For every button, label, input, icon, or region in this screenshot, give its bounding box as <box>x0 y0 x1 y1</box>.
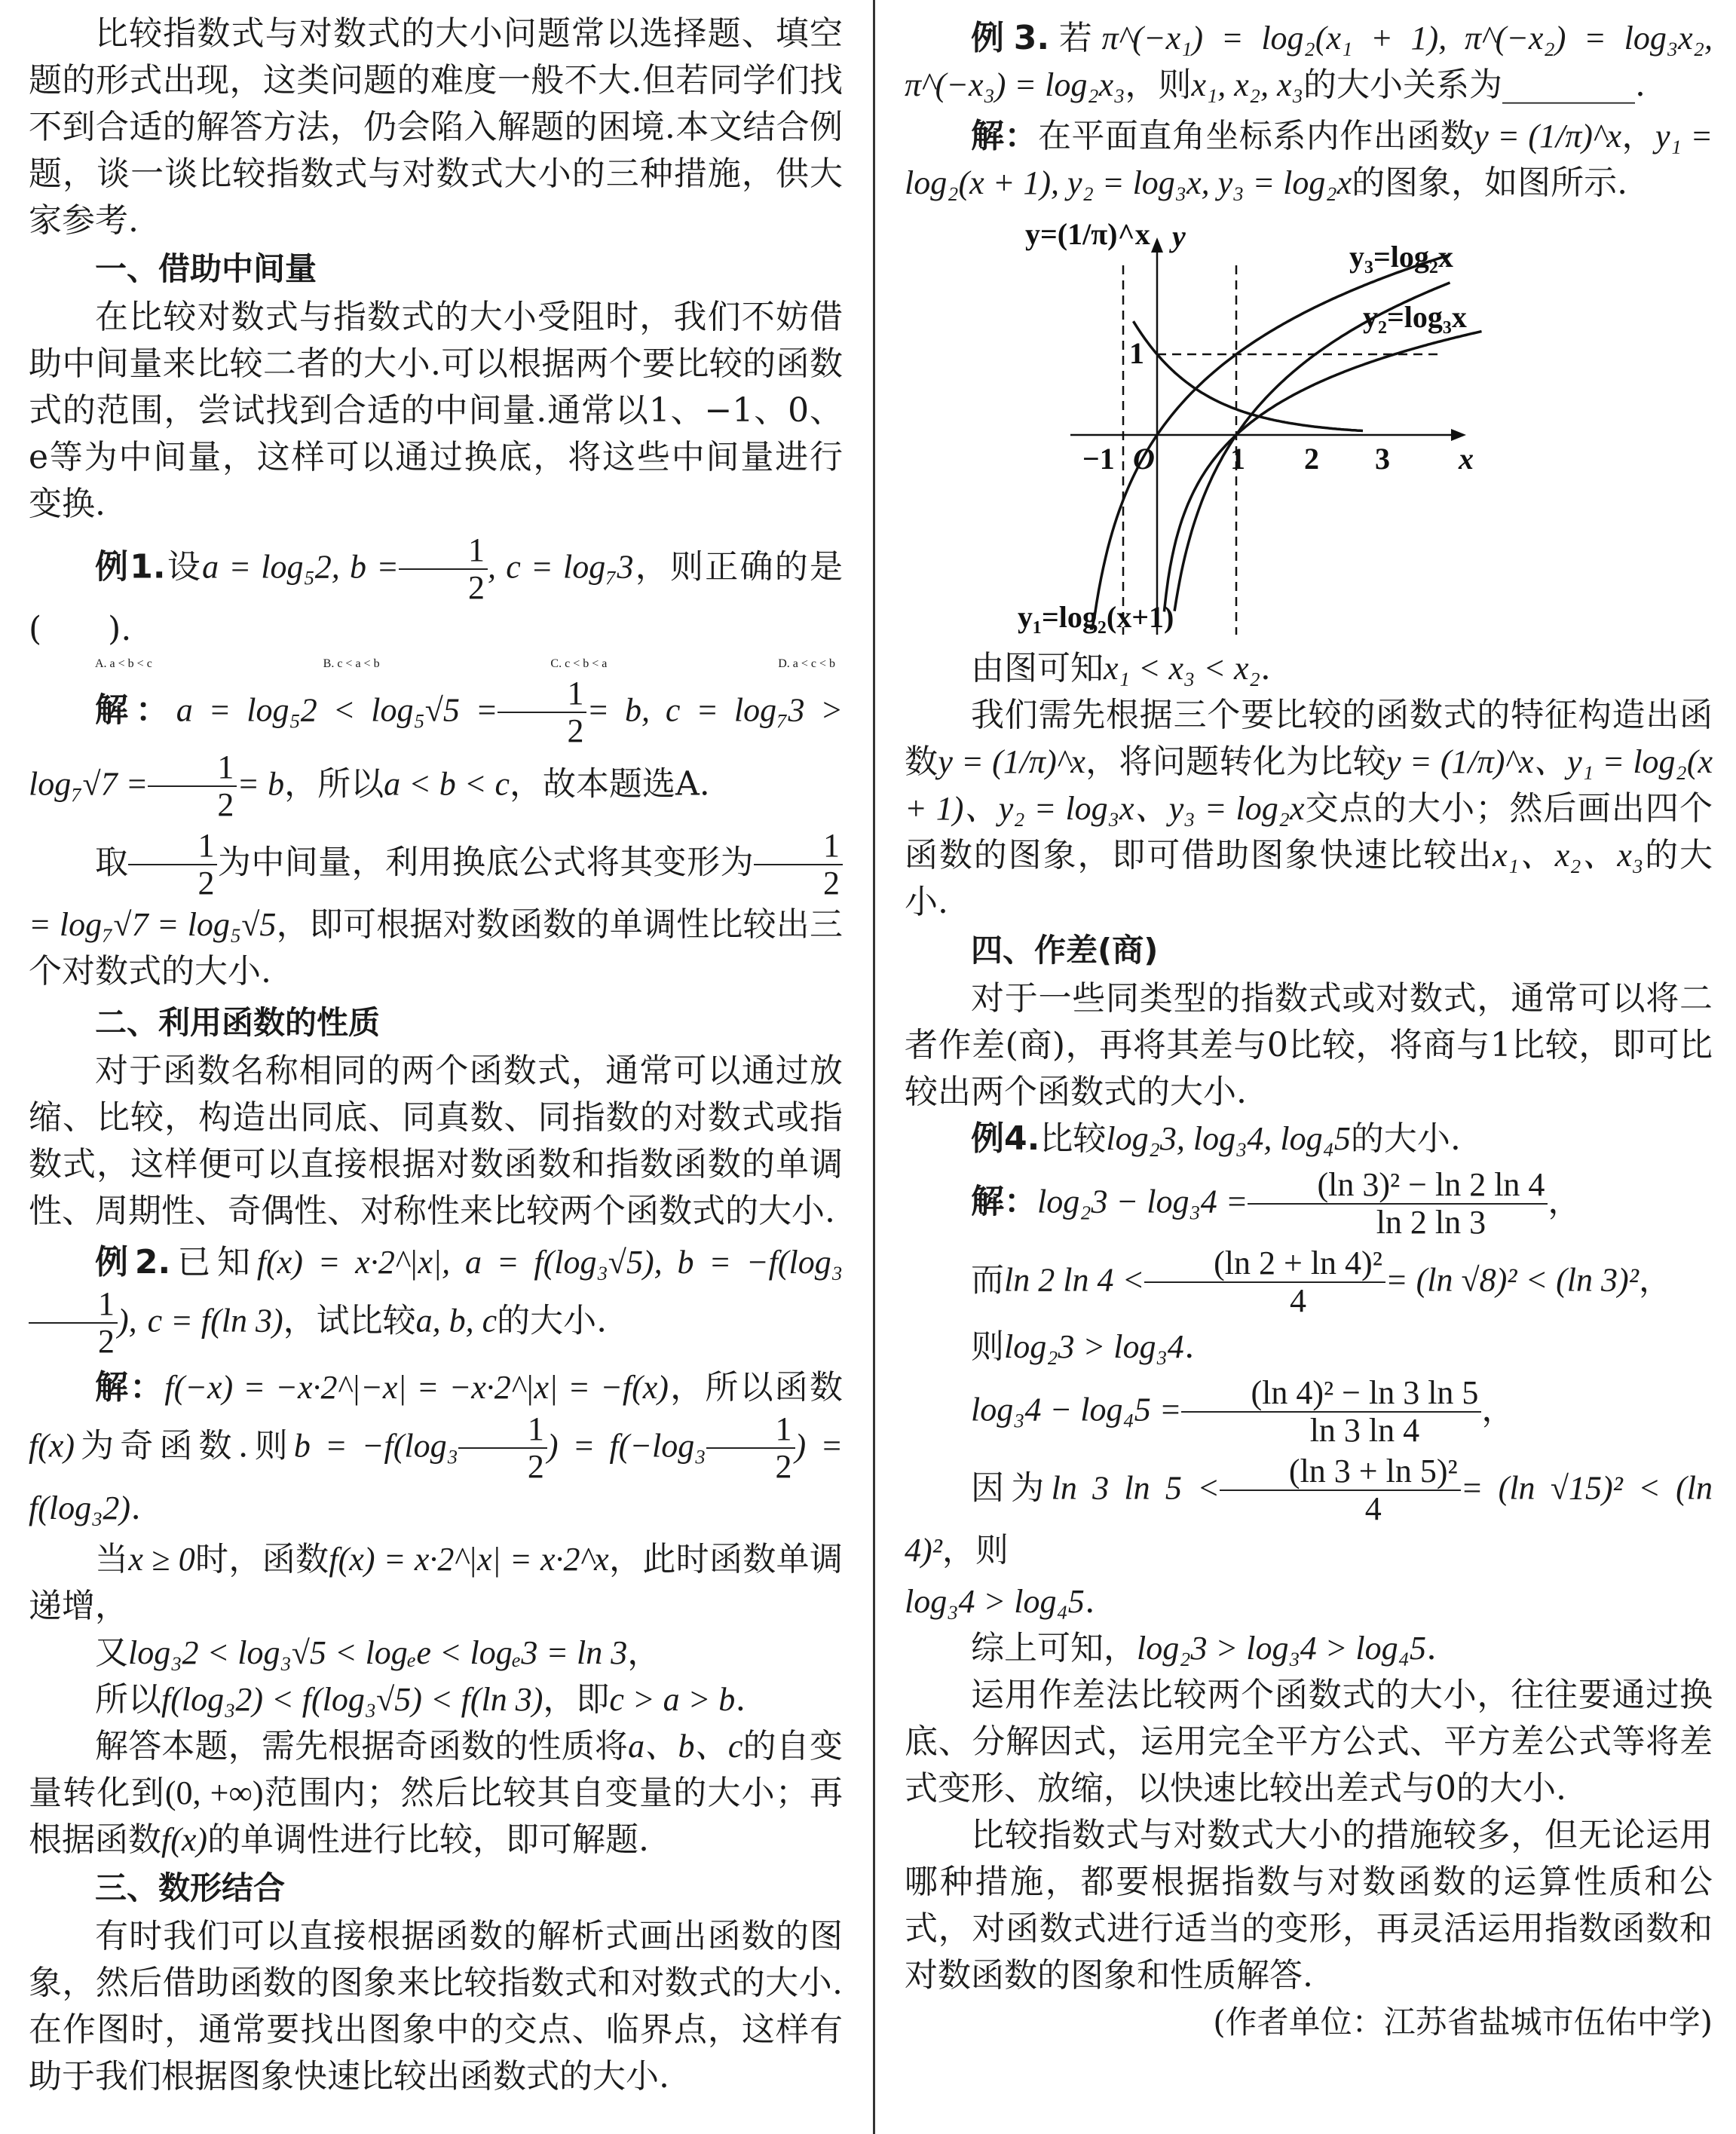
fraction-numerator: (ln 3 + ln 5)² <box>1220 1453 1461 1491</box>
ex3-sum-math: y = (1/π)^x <box>938 743 1085 780</box>
label-y2-curve: y₂=log₃x <box>1363 300 1467 334</box>
right-column <box>905 11 1713 2046</box>
fraction-half: $\frac{1}{2}$ <box>498 675 586 749</box>
ex2-step-text: ，即 <box>543 1680 610 1719</box>
ex1-sol-text: ，所以 <box>284 764 384 804</box>
ex2-step-math: x ≥ 0 <box>128 1541 195 1578</box>
fraction-denominator: ln 2 ln 3 <box>1376 1204 1486 1241</box>
ex3-sum-math: x₁、x₂、x₃ <box>1493 837 1644 874</box>
fraction-numerator: (ln 2 + ln 4)² <box>1144 1245 1385 1283</box>
option-c: C. c < b < a <box>550 657 608 670</box>
ex2-step-text: 当 <box>95 1540 129 1578</box>
example-4-label: 例4. <box>971 1119 1040 1158</box>
ex2-math: f(x) = x·2^|x|, a = f(log₃√5), b = −f(log₃ <box>256 1244 843 1281</box>
ex2-step-text: ，此时函数单调递增， <box>29 1540 844 1625</box>
column-divider <box>873 0 875 2134</box>
ex3-sum-text: 的大小. <box>905 836 1713 921</box>
example-4-step-1 <box>905 1167 1713 1241</box>
ex2-sol-math: f(−x) = −x·2^|−x| = −x·2^|x| = −f(x) <box>164 1369 669 1406</box>
ex1-note-text: ，即可根据对数函数的单调性比较出三个对数式的大小. <box>29 905 843 990</box>
section-2-paragraph: 对于函数名称相同的两个函数式，通常可以通过放缩、比较，构造出同底、同真数、同指数的对数式或指数式，这样便可以直接根据对数函数和指数函数的单调性、周期性、奇偶性、对称性来比较两个函数式的大小. <box>29 1052 843 1230</box>
ex2-sum-text: 的自变量转化到 <box>29 1727 844 1812</box>
option-a: A. a < b < c <box>95 657 152 670</box>
y-axis-label: y <box>1172 219 1186 253</box>
author-affiliation: (作者单位：江苏省盐城市伍佑中学) <box>1213 2004 1713 2041</box>
fraction-half: $\frac{1}{2}$ <box>128 828 217 902</box>
ex1-text: 设 <box>165 547 203 586</box>
ex1-text: ，则正确的是( ). <box>29 547 843 648</box>
ex3-sol-math: y = (1/π)^x <box>1474 118 1622 155</box>
ex2-sum-math: (0, +∞) <box>164 1774 264 1811</box>
ex2-step-math: c > a > b <box>609 1681 736 1718</box>
example-3-solution <box>905 113 1713 207</box>
ex4-math: log₃4 − log₄5 = <box>971 1391 1182 1428</box>
x-axis-label: x <box>1459 442 1474 476</box>
ex2-step-math: f(x) = x·2^|x| = x·2^x <box>329 1541 609 1578</box>
example-4-problem <box>905 1116 1713 1162</box>
ex4-text: 的大小. <box>1350 1119 1461 1158</box>
ex2-text: 已知 <box>170 1243 257 1281</box>
example-1-solution <box>29 675 843 823</box>
x-axis-arrow-icon <box>1451 429 1466 441</box>
ex2-sol-math: ) = f(log₃2) <box>29 1427 844 1526</box>
ex2-step-text: 时，函数 <box>194 1540 329 1578</box>
section-3-heading: 三、数形结合 <box>95 1869 286 1906</box>
ex3-text: 的大小关系为________. <box>1303 66 1646 104</box>
solution-label: 解： <box>95 1368 165 1407</box>
ex4-math: log₂3, log₃4, log₄5 <box>1106 1120 1351 1157</box>
example-3-conclusion <box>905 645 1713 692</box>
fraction-denominator: 4 <box>1364 1490 1382 1527</box>
ex2-sol-text: 为奇函数.则 <box>75 1426 294 1465</box>
example-1-options <box>29 657 843 671</box>
ex3-sol-text: 的图象，如图所示. <box>1352 164 1628 202</box>
fraction-half: $\frac{1}{2}$ <box>754 828 843 902</box>
ex4-math: log₂3 − log₃4 = <box>1037 1183 1248 1220</box>
fraction-numerator: (ln 4)² − ln 3 ln 5 <box>1181 1375 1481 1413</box>
ex2-text: ，试比较 <box>283 1301 416 1340</box>
solution-label: 解： <box>95 690 176 730</box>
label-exp-curve: y=(1/π)^x <box>1025 217 1150 251</box>
option-b: B. c < a < b <box>323 657 380 670</box>
ex4-text: 比较 <box>1039 1119 1107 1158</box>
ex2-sol-math: ) = f(−log₃ <box>547 1427 706 1465</box>
origin-label: O <box>1133 442 1155 476</box>
ex4-math: ln 3 ln 5 < <box>1051 1469 1220 1507</box>
function-graph <box>1018 213 1545 642</box>
example-2-label: 例2. <box>95 1243 171 1281</box>
ex4-fraction <box>1220 1453 1461 1527</box>
ex2-sol-text: . <box>130 1489 142 1527</box>
ex4-text: 因为 <box>971 1468 1052 1508</box>
section-2-heading: 二、利用函数的性质 <box>95 1004 381 1041</box>
x-tick-2: 2 <box>1304 442 1319 476</box>
y-tick-1: 1 <box>1129 336 1144 370</box>
section-4-paragraph: 对于一些同类型的指数式或对数式，通常可以将二者作差(商)，再将其差与0比较，将商与1比较，即可比较出两个函数式的大小. <box>905 979 1713 1111</box>
ex4-text: 而 <box>971 1260 1004 1300</box>
solution-label: 解： <box>971 1182 1037 1221</box>
ex3-conc-text: 由图可知 <box>971 649 1104 687</box>
ex1-note-text: 取 <box>95 843 129 882</box>
ex4-text: . <box>1183 1327 1195 1366</box>
example-1-note <box>29 828 843 995</box>
label-y1-curve: y₁=log₂(x+1) <box>1018 600 1174 634</box>
solution-label: 解： <box>971 117 1038 155</box>
ex3-sum-text: 交点的大小；然后画出四个函数的图象，即可借助图象快速比较出 <box>905 789 1713 874</box>
ex2-step-text: 又 <box>95 1633 128 1672</box>
ex3-text: ，则 <box>1125 66 1192 104</box>
closing-paragraph: 比较指数式与对数式大小的措施较多，但无论运用哪种措施，都要根据指数与对数函数的运算性质和公式，对函数式进行适当的变形，再灵活运用指数函数和对数函数的图象和性质解答. <box>905 1816 1713 1995</box>
example-4-step-2 <box>905 1245 1713 1319</box>
ex4-text: ， <box>1548 1182 1581 1221</box>
ex2-math: ), <box>118 1302 137 1339</box>
y-axis-arrow-icon <box>1151 237 1163 253</box>
ex4-fraction <box>1181 1375 1481 1449</box>
ex1-math: , c = log₇3 <box>488 548 634 586</box>
example-4-step-5 <box>905 1453 1713 1574</box>
example-1-problem <box>29 532 843 653</box>
ex3-text: 若 <box>1049 19 1102 57</box>
ex3-sol-text: 在平面直角坐标系内作出函数 <box>1037 117 1474 155</box>
ex1-sol-math: a = log₅2 < log₅√5 = <box>176 691 498 729</box>
ex2-step-math: f(log₃2) < f(log₃√5) < f(ln 3) <box>161 1681 543 1718</box>
ex1-note-math: = log₇√7 = log₅√5 <box>29 906 277 943</box>
example-4-step-3 <box>905 1324 1713 1370</box>
fraction-denominator: ln 3 ln 4 <box>1309 1412 1420 1449</box>
ex4-fraction <box>1144 1245 1385 1319</box>
example-3-label: 例3. <box>971 19 1050 57</box>
ex3-sum-text: ，将问题转化为比较 <box>1085 742 1387 781</box>
ex2-step-math: log₃2 < log₃√5 < logₑe < logₑ3 = ln 3 <box>128 1634 628 1671</box>
example-2-step <box>29 1676 843 1723</box>
ex1-sol-math: a < b < c <box>384 765 510 803</box>
ex4-text: ， <box>1481 1390 1515 1429</box>
ex4-fraction <box>1248 1167 1548 1241</box>
example-4-conclusion <box>905 1625 1713 1672</box>
ex3-conc-text: . <box>1260 649 1271 687</box>
ex4-math: ln 2 ln 4 < <box>1004 1261 1145 1299</box>
ex2-step-text: ， <box>627 1633 661 1672</box>
ex3-sum-text: 我们需先根据三个要比较的函数式的特征构造出函数 <box>905 696 1713 781</box>
fraction-half: $\frac{1}{2}$ <box>29 1286 118 1360</box>
section-3-paragraph: 有时我们可以直接根据函数的解析式画出函数的图象，然后借助函数的图象来比较指数式和对数式的大小.在作图时，通常要找出图象中的交点、临界点，这样有助于我们根据图象快速比较出函数式的大小. <box>29 1917 843 2096</box>
ex2-text: 的大小. <box>497 1301 608 1340</box>
ex1-math: a = log₅2, b = <box>202 548 399 586</box>
fraction-half: $\frac{1}{2}$ <box>458 1411 547 1485</box>
fraction-numerator: (ln 3)² − ln 2 ln 4 <box>1248 1167 1548 1205</box>
ex2-sum-text: 解答本题，需先根据奇函数的性质将 <box>95 1727 629 1765</box>
option-d: D. a < c < b <box>778 657 835 670</box>
example-3-problem <box>905 15 1713 109</box>
section-4-heading: 四、作差(商) <box>971 932 1159 969</box>
label-y3-curve: y₃=log₂x <box>1349 240 1453 274</box>
example-3-summary <box>905 692 1713 926</box>
ex2-step-text: . <box>735 1680 746 1719</box>
ex4-math: = (ln √15)² < (ln 4)² <box>905 1469 1713 1569</box>
difference-method-paragraph: 运用作差法比较两个函数式的大小，往往要通过换底、分解因式，运用完全平方公式、平方差公式等将差式变形、放缩，以快速比较出差式与0的大小. <box>905 1676 1713 1808</box>
ex3-sol-math: y₁ = log₂(x + 1), y₂ = log₃x, y₃ = log₂x <box>905 118 1713 201</box>
ex3-sum-math: y = (1/π)^x、y₁ = log₂(x + 1)、y₂ = log₃x、y₃ = log₂x <box>905 743 1713 827</box>
ex4-text: ，则 <box>941 1531 1009 1569</box>
ex3-conc-math: x₁ < x₃ < x₂ <box>1104 650 1260 687</box>
example-2-step <box>29 1630 843 1676</box>
ex2-sum-text: 范围内；然后比较其自变量的大小；再根据函数 <box>29 1774 844 1859</box>
ex2-sum-math: f(x) <box>161 1821 208 1858</box>
ex1-sol-text: ，故本题选A. <box>510 764 710 804</box>
fraction-denominator: 4 <box>1290 1282 1307 1319</box>
example-4-step-4 <box>905 1375 1713 1449</box>
ex4-text: 综上可知， <box>971 1629 1137 1667</box>
example-2-summary <box>29 1723 843 1863</box>
ex4-math: = (ln √8)² < (ln 3)² <box>1385 1261 1639 1299</box>
ex4-math: log₂3 > log₃4 > log₄5 <box>1137 1630 1426 1667</box>
ex4-text: . <box>1425 1629 1437 1667</box>
left-column <box>29 11 843 2100</box>
ex2-sum-text: 的单调性进行比较，即可解题. <box>207 1820 650 1859</box>
ex1-sol-math: = b, c = log₇3 > log₇√7 = <box>29 691 844 803</box>
curve-exp-reciprocal-pi <box>1134 321 1364 430</box>
x-tick-1: 1 <box>1230 442 1245 476</box>
ex4-math: log₃4 > log₄5 <box>905 1583 1085 1620</box>
ex4-text: 则 <box>971 1327 1004 1366</box>
ex2-sol-math: b = −f(log₃ <box>293 1427 458 1465</box>
fraction-half: $\frac{1}{2}$ <box>706 1411 795 1485</box>
example-2-step <box>29 1536 843 1630</box>
ex2-math: a, b, c <box>415 1302 498 1339</box>
ex2-sol-math: f(x) <box>29 1427 75 1465</box>
ex2-math: c = f(ln 3) <box>147 1302 283 1339</box>
ex4-math: log₂3 > log₃4 <box>1004 1328 1184 1365</box>
ex1-sol-math: = b <box>237 765 285 803</box>
example-1-label: 例1. <box>95 547 166 586</box>
ex3-sol-text: ， <box>1621 117 1656 155</box>
example-2-problem <box>29 1239 843 1360</box>
ex2-sol-text: ，所以函数 <box>668 1368 843 1407</box>
example-4-step-6 <box>905 1578 1713 1625</box>
fraction-half: $\frac{1}{2}$ <box>399 532 488 606</box>
intro-paragraph: 比较指数式与对数式的大小问题常以选择题、填空题的形式出现，这类问题的难度一般不大.但若同学们找不到合适的解答方法，仍会陷入解题的困境.本文结合例题，谈一谈比较指数式与对数式大小的三种措施，供大家参考. <box>29 14 843 240</box>
example-2-solution <box>29 1364 843 1532</box>
ex3-math: x₁, x₂, x₃ <box>1191 66 1303 103</box>
ex2-step-text: 所以 <box>95 1680 161 1719</box>
ex3-math: π^(−x₁) = log₂(x₁ + 1), π^(−x₂) = log₃x₂, π^(−x₃) = log₂x₃ <box>905 20 1713 103</box>
x-tick-3: 3 <box>1375 442 1390 476</box>
ex1-note-text: 为中间量，利用换底公式将其变形为 <box>217 843 755 882</box>
ex4-text: ， <box>1638 1260 1672 1300</box>
section-1-paragraph: 在比较对数式与指数式的大小受阻时，我们不妨借助中间量来比较二者的大小.可以根据两个要比较的函数式的范围，尝试找到合适的中间量.通常以1、−1、0、e等为中间量，这样可以通过换底，将这些中间量进行变换. <box>29 298 843 523</box>
ex2-sum-math: a、b、c <box>628 1728 743 1765</box>
fraction-half: $\frac{1}{2}$ <box>148 749 237 823</box>
x-tick-minus-1: −1 <box>1082 442 1115 476</box>
section-1-heading: 一、借助中间量 <box>95 250 317 287</box>
ex4-text: . <box>1084 1582 1095 1621</box>
